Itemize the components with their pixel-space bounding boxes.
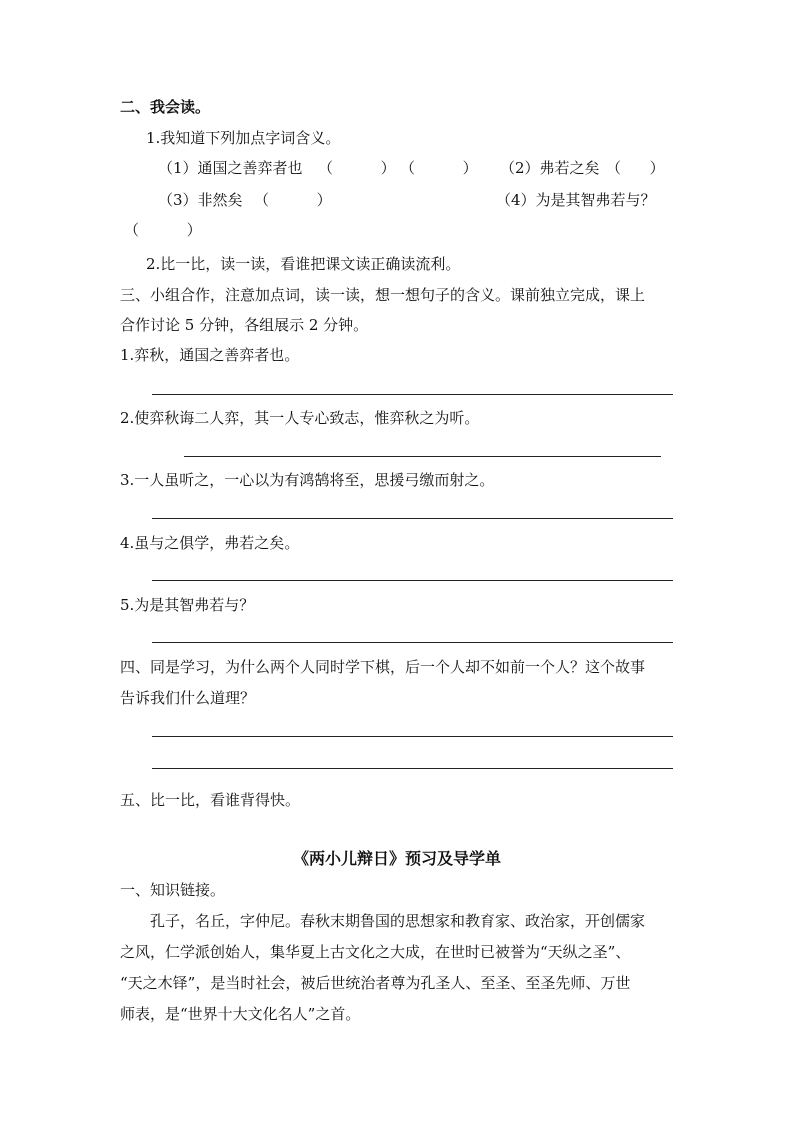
- item-3-text: （3）非然矣: [158, 191, 243, 209]
- section-3-heading-line-1: 三、小组合作，注意加点词，读一读，想一想句子的含义。课前独立完成，课上: [120, 286, 646, 304]
- paragraph-line-4: 师表，是“世界十大文化名人”之首。: [120, 1005, 361, 1023]
- item-1-blank-b: （ ）: [400, 159, 478, 177]
- answer-line-3: [152, 518, 673, 519]
- question-1-prompt: 1.我知道下列加点字词含义。: [146, 129, 341, 147]
- item-2-text: （2）弗若之矣: [500, 159, 600, 177]
- answer-line-5: [152, 642, 673, 643]
- sentence-1: 1.弈秋，通国之善弈者也。: [120, 346, 300, 364]
- item-4-text: （4）为是其智弗若与？: [496, 191, 656, 209]
- section-4-line-2: 告诉我们什么道理？: [120, 689, 256, 707]
- sentence-4: 4.虽与之俱学，弗若之矣。: [120, 534, 300, 552]
- sentence-5: 5.为是其智弗若与？: [120, 596, 255, 614]
- answer-line-7: [152, 768, 673, 769]
- item-2-blank: （ ）: [606, 159, 665, 177]
- paragraph-line-3: “天之木铎”，是当时社会，被后世统治者尊为孔圣人、至圣、至圣先师、万世: [120, 974, 631, 992]
- answer-line-6: [152, 736, 673, 737]
- item-1-text: （1）通国之善弈者也: [158, 159, 303, 177]
- section-2-heading: 二、我会读。: [120, 98, 211, 116]
- sentence-3: 3.一人虽听之，一心以为有鸿鹄将至，思援弓缴而射之。: [120, 471, 495, 489]
- answer-line-1: [152, 394, 673, 395]
- answer-line-4: [152, 580, 673, 581]
- section-5-heading: 五、比一比，看谁背得快。: [120, 791, 301, 809]
- lesson-title: 《两小儿辩日》预习及导学单: [292, 849, 501, 868]
- answer-line-2: [184, 456, 661, 457]
- paragraph-line-1: 孔子，名丘，字仲尼。春秋末期鲁国的思想家和教育家、政治家，开创儒家: [150, 912, 646, 930]
- section-3-heading-line-2: 合作讨论 5 分钟，各组展示 2 分钟。: [120, 316, 369, 334]
- paragraph-line-2: 之风，仁学派创始人，集华夏上古文化之大成，在世时已被誉为“天纵之圣”、: [120, 943, 631, 961]
- section-4-line-1: 四、同是学习，为什么两个人同时学下棋，后一个人却不如前一个人？这个故事: [120, 658, 646, 676]
- item-1-blank-a: （ ）: [318, 159, 396, 177]
- item-4-blank: （ ）: [124, 221, 202, 239]
- question-2-prompt: 2.比一比，读一读，看谁把课文读正确读流利。: [146, 255, 461, 273]
- knowledge-link-heading: 一、知识链接。: [120, 881, 226, 899]
- sentence-2: 2.使弈秋诲二人弈，其一人专心致志，惟弈秋之为听。: [120, 409, 480, 427]
- item-3-blank: （ ）: [254, 191, 332, 209]
